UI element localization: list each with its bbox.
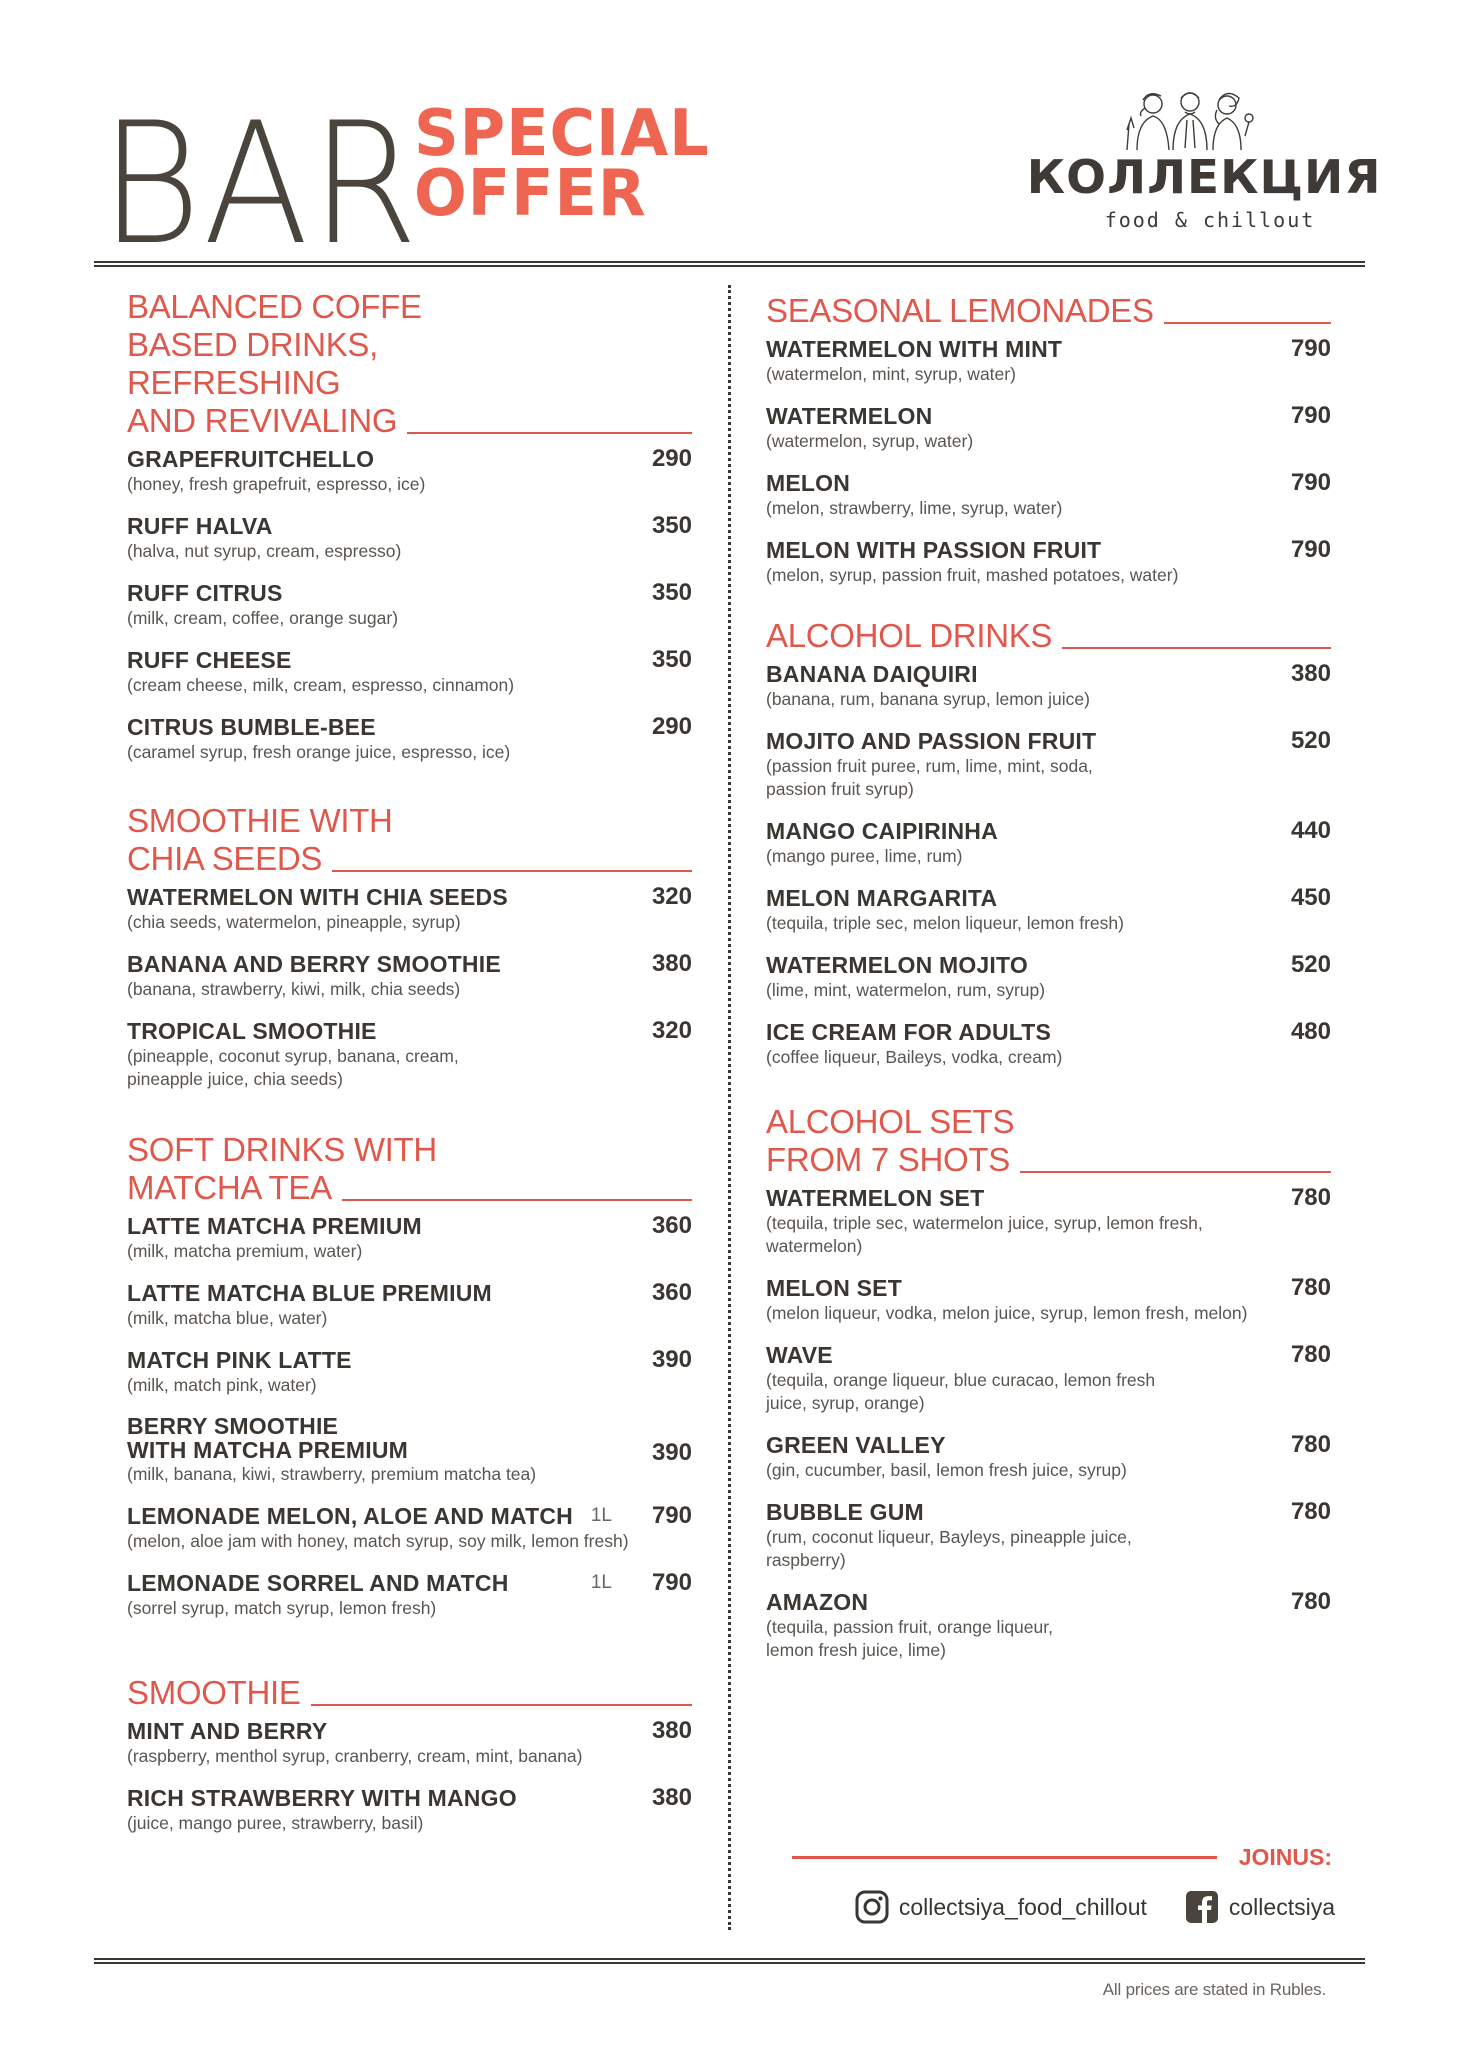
item-description: (raspberry, menthol syrup, cranberry, cream, mint, banana) — [127, 1746, 583, 1766]
item-price: 780 — [1290, 1431, 1331, 1458]
item-description: (milk, cream, coffee, orange sugar) — [127, 608, 399, 628]
item-name: CITRUS BUMBLE-BEE — [127, 714, 376, 740]
item-price: 290 — [651, 445, 692, 472]
item-price: 360 — [651, 1279, 692, 1306]
item-name: MANGO CAIPIRINHA — [766, 818, 998, 844]
menu-item — [766, 537, 1331, 587]
item-name: LATTE MATCHA PREMIUM — [127, 1213, 422, 1239]
item-description: (watermelon, mint, syrup, water) — [766, 364, 1016, 384]
section-title-line: REFRESHING — [127, 364, 341, 401]
item-name: LEMONADE MELON, ALOE AND MATCH — [127, 1503, 573, 1529]
menu-item — [766, 1499, 1331, 1572]
item-price: 780 — [1290, 1498, 1331, 1525]
item-description: (cream cheese, milk, cream, espresso, cinnamon) — [127, 675, 515, 695]
section-rule — [1062, 647, 1331, 649]
menu-item — [766, 336, 1331, 386]
item-description: (milk, banana, kiwi, strawberry, premium matcha tea) — [127, 1464, 537, 1484]
section-title-line: AND REVIVALING — [127, 402, 398, 439]
item-price: 790 — [1290, 469, 1331, 496]
section-title-line: ALCOHOL DRINKS — [766, 617, 1053, 654]
menu-item — [127, 1570, 692, 1620]
menu-item — [766, 885, 1331, 935]
menu-item — [127, 1213, 692, 1263]
item-name: MINT AND BERRY — [127, 1718, 328, 1744]
item-description: (juice, mango puree, strawberry, basil) — [127, 1813, 424, 1833]
menu-item — [127, 1280, 692, 1330]
item-name: LEMONADE SORREL AND MATCH — [127, 1570, 509, 1596]
instagram-handle-link[interactable]: collectsiya_food_chillout — [898, 1893, 1147, 1920]
item-name: WATERMELON MOJITO — [766, 952, 1028, 978]
item-volume: 1L — [590, 1572, 612, 1593]
section-title-line: SEASONAL LEMONADES — [766, 292, 1154, 329]
header-divider — [94, 261, 1365, 267]
menu-item — [766, 818, 1331, 868]
item-name: MELON MARGARITA — [766, 885, 998, 911]
section-seasonal-lemonades — [766, 292, 1331, 587]
section-title — [127, 802, 692, 878]
item-price: 350 — [651, 512, 692, 539]
right-column — [766, 292, 1331, 1662]
brand-name: КОЛЛЕКЦИЯ — [1026, 150, 1382, 204]
menu-item — [766, 470, 1331, 520]
item-description: (watermelon, syrup, water) — [766, 431, 974, 451]
menu-item — [127, 1347, 692, 1397]
menu-item — [127, 951, 692, 1001]
item-name — [127, 1414, 692, 1462]
item-price: 790 — [1290, 536, 1331, 563]
item-price: 440 — [1290, 817, 1331, 844]
menu-item — [766, 1432, 1331, 1482]
item-name: AMAZON — [766, 1589, 869, 1615]
section-rule — [407, 432, 692, 434]
item-price: 290 — [651, 713, 692, 740]
item-description: (pineapple, coconut syrup, banana, cream, pineapple juice, chia seeds) — [127, 1046, 459, 1089]
item-name: GRAPEFRUITCHELLO — [127, 446, 375, 472]
section-title — [127, 1131, 692, 1207]
item-name: WATERMELON WITH MINT — [766, 336, 1063, 362]
menu-item — [766, 1019, 1331, 1069]
item-price: 790 — [651, 1569, 692, 1596]
item-price: 520 — [1290, 727, 1331, 754]
item-price: 380 — [651, 1784, 692, 1811]
item-description: (milk, matcha blue, water) — [127, 1308, 328, 1328]
section-title — [766, 1103, 1331, 1179]
item-description: (banana, rum, banana syrup, lemon juice) — [766, 689, 1090, 709]
menu-item — [127, 1785, 692, 1835]
item-volume: 1L — [590, 1505, 612, 1526]
item-description: (halva, nut syrup, cream, espresso) — [127, 541, 402, 561]
item-description: (melon, strawberry, lime, syrup, water) — [766, 498, 1063, 518]
section-coffee-drinks — [127, 288, 692, 764]
section-smoothie — [127, 1674, 692, 1835]
item-name: BANANA DAIQUIRI — [766, 661, 978, 687]
section-rule — [311, 1704, 692, 1706]
footer-divider — [94, 1958, 1365, 1964]
item-description: (banana, strawberry, kiwi, milk, chia seeds) — [127, 979, 461, 999]
section-title — [766, 617, 1331, 655]
page-title: BAR — [100, 86, 420, 282]
item-name: MOJITO AND PASSION FRUIT — [766, 728, 1097, 754]
item-price: 390 — [651, 1439, 692, 1466]
join-us-rule — [792, 1856, 1217, 1859]
menu-item — [127, 580, 692, 630]
item-description: (passion fruit puree, rum, lime, mint, soda, passion fruit syrup) — [766, 756, 1093, 799]
item-price: 380 — [1290, 660, 1331, 687]
section-rule — [332, 870, 692, 872]
item-price: 350 — [651, 579, 692, 606]
item-description: (tequila, triple sec, watermelon juice, syrup, lemon fresh, watermelon) — [766, 1213, 1203, 1256]
left-column — [127, 288, 692, 1835]
item-name: WATERMELON — [766, 403, 933, 429]
item-description: (milk, matcha premium, water) — [127, 1241, 363, 1261]
join-us-banner — [792, 1844, 1332, 1871]
item-name: MATCH PINK LATTE — [127, 1347, 352, 1373]
item-price: 380 — [651, 950, 692, 977]
item-name: ICE CREAM FOR ADULTS — [766, 1019, 1052, 1045]
item-description: (rum, coconut liqueur, Bayleys, pineapple juice, raspberry) — [766, 1527, 1132, 1570]
item-price: 380 — [651, 1717, 692, 1744]
item-price: 390 — [651, 1346, 692, 1373]
item-price: 790 — [651, 1502, 692, 1529]
item-name-line: BERRY SMOOTHIE — [127, 1413, 339, 1439]
join-us-label: JOINUS: — [1238, 1844, 1332, 1870]
section-alcohol-drinks — [766, 617, 1331, 1069]
item-name: RUFF CITRUS — [127, 580, 283, 606]
item-price: 780 — [1290, 1184, 1331, 1211]
menu-item — [766, 403, 1331, 453]
item-description: (tequila, orange liqueur, blue curacao, lemon fresh juice, syrup, orange) — [766, 1370, 1156, 1413]
item-description: (tequila, triple sec, melon liqueur, lemon fresh) — [766, 913, 1124, 933]
facebook-icon[interactable] — [1185, 1890, 1219, 1924]
item-name: MELON — [766, 470, 851, 496]
menu-item — [127, 1718, 692, 1768]
item-description: (milk, match pink, water) — [127, 1375, 317, 1395]
item-description: (melon, aloe jam with honey, match syrup, soy milk, lemon fresh) — [127, 1531, 629, 1551]
section-rule — [1020, 1171, 1331, 1173]
menu-item — [127, 1414, 692, 1486]
column-divider — [728, 285, 731, 1930]
menu-item — [127, 647, 692, 697]
item-name: BANANA AND BERRY SMOOTHIE — [127, 951, 501, 977]
item-price: 780 — [1290, 1341, 1331, 1368]
menu-item — [766, 728, 1331, 801]
item-name: WAVE — [766, 1342, 833, 1368]
section-rule — [1164, 322, 1331, 324]
special-offer-heading — [414, 97, 710, 231]
social-links — [850, 1890, 1335, 1924]
currency-note: All prices are stated in Rubles. — [1102, 1980, 1326, 1999]
item-price: 450 — [1290, 884, 1331, 911]
item-name: MELON WITH PASSION FRUIT — [766, 537, 1102, 563]
section-title-line: SOFT DRINKS WITH — [127, 1131, 437, 1168]
item-description: (sorrel syrup, match syrup, lemon fresh) — [127, 1598, 437, 1618]
item-name: WATERMELON WITH CHIA SEEDS — [127, 884, 508, 910]
item-name: MELON SET — [766, 1275, 902, 1301]
item-name: RUFF CHEESE — [127, 647, 292, 673]
section-title-line: ALCOHOL SETS — [766, 1103, 1015, 1140]
item-price: 320 — [651, 883, 692, 910]
item-description: (caramel syrup, fresh orange juice, espresso, ice) — [127, 742, 511, 762]
section-chia-smoothies — [127, 802, 692, 1091]
menu-item — [766, 1275, 1331, 1325]
menu-item — [127, 1503, 692, 1553]
item-description: (tequila, passion fruit, orange liqueur, lemon fresh juice, lime) — [766, 1617, 1053, 1660]
item-price: 480 — [1290, 1018, 1331, 1045]
section-matcha-drinks — [127, 1131, 692, 1620]
section-alcohol-sets — [766, 1103, 1331, 1662]
item-name: TROPICAL SMOOTHIE — [127, 1018, 377, 1044]
item-name: LATTE MATCHA BLUE PREMIUM — [127, 1280, 492, 1306]
menu-item — [766, 1185, 1331, 1258]
item-description: (chia seeds, watermelon, pineapple, syrup) — [127, 912, 461, 932]
section-title-line: FROM 7 SHOTS — [766, 1141, 1010, 1178]
facebook-handle-link[interactable]: collectsiya — [1228, 1893, 1335, 1920]
item-price: 350 — [651, 646, 692, 673]
item-name: RICH STRAWBERRY WITH MANGO — [127, 1785, 517, 1811]
item-name: BUBBLE GUM — [766, 1499, 924, 1525]
menu-item — [766, 952, 1331, 1002]
section-title-line: SMOOTHIE WITH — [127, 802, 393, 839]
item-price: 360 — [651, 1212, 692, 1239]
menu-item — [127, 884, 692, 934]
menu-item — [766, 1342, 1331, 1415]
section-title-line: BASED DRINKS, — [127, 326, 378, 363]
item-price: 320 — [651, 1017, 692, 1044]
item-name-line: WITH MATCHA PREMIUM — [127, 1437, 409, 1463]
section-rule — [342, 1199, 692, 1201]
menu-item — [127, 513, 692, 563]
item-price: 780 — [1290, 1274, 1331, 1301]
item-price: 780 — [1290, 1588, 1331, 1615]
item-name: GREEN VALLEY — [766, 1432, 946, 1458]
three-people-sketch-icon — [1115, 90, 1265, 152]
section-title-line: MATCHA TEA — [127, 1169, 332, 1206]
section-title — [766, 292, 1331, 330]
item-description: (mango puree, lime, rum) — [766, 846, 963, 866]
section-title-line: SMOOTHIE — [127, 1674, 301, 1711]
item-description: (melon, syrup, passion fruit, mashed potatoes, water) — [766, 565, 1179, 585]
brand-logo — [1026, 90, 1382, 232]
item-description: (honey, fresh grapefruit, espresso, ice) — [127, 474, 426, 494]
item-price: 790 — [1290, 402, 1331, 429]
item-description: (melon liqueur, vodka, melon juice, syrup, lemon fresh, melon) — [766, 1303, 1248, 1323]
section-title — [127, 1674, 692, 1712]
section-title-line: CHIA SEEDS — [127, 840, 323, 877]
special-offer-line1: SPECIAL — [414, 97, 710, 171]
item-price: 520 — [1290, 951, 1331, 978]
section-title — [127, 288, 692, 440]
menu-item — [766, 1589, 1331, 1662]
menu-item — [127, 1018, 692, 1091]
special-offer-line2: OFFER — [414, 157, 647, 231]
item-name: WATERMELON SET — [766, 1185, 985, 1211]
section-title-line: BALANCED COFFE — [127, 288, 422, 325]
instagram-icon[interactable] — [855, 1890, 889, 1924]
item-description: (gin, cucumber, basil, lemon fresh juice, syrup) — [766, 1460, 1127, 1480]
item-description: (lime, mint, watermelon, rum, syrup) — [766, 980, 1046, 1000]
menu-item — [127, 446, 692, 496]
brand-tagline: food & chillout — [1104, 208, 1316, 232]
item-name: RUFF HALVA — [127, 513, 273, 539]
item-price: 790 — [1290, 335, 1331, 362]
menu-item — [127, 714, 692, 764]
menu-item — [766, 661, 1331, 711]
item-description: (coffee liqueur, Baileys, vodka, cream) — [766, 1047, 1063, 1067]
